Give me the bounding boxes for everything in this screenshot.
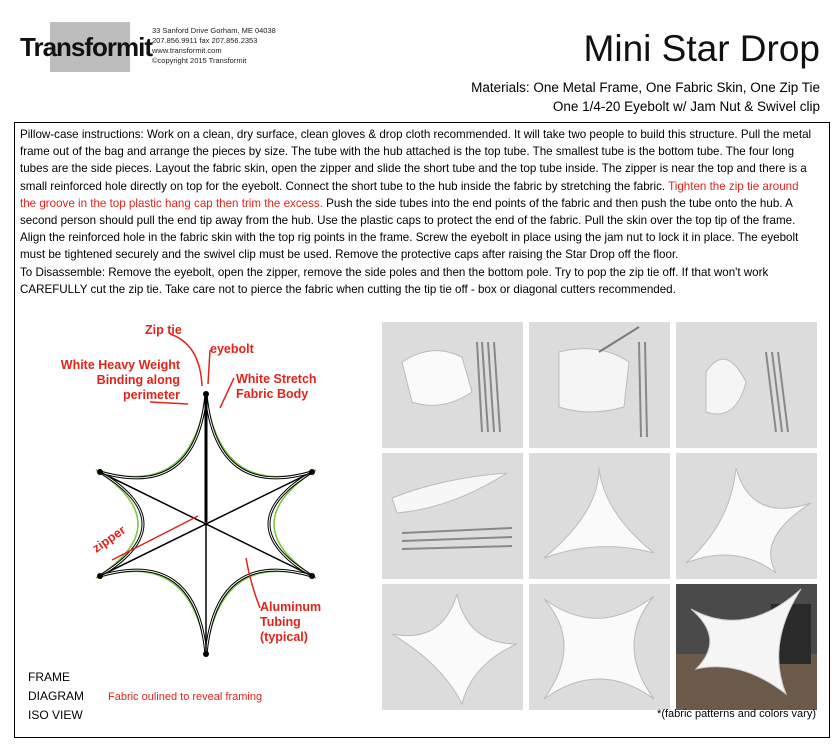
assembly-photo-grid [382,322,822,712]
copyright-line: ©copyright 2015 Transformit [152,56,247,65]
instructions-part-2: Push the side tubes into the end points of the fabric and then push the tube onto the hub. A second person should pull the end tip away from the hub. Use the plastic caps to protect the end of the fabric. Pull the skin over the top tip of the frame. Align the reinforced hole in the fabric skin with the top rig points in the frame. Screw the eyebolt in place using the jam nut to lock it in place. The eyebolt must be tightened securely and the swivel clip must be used. Remove the protective caps after raising the Star Drop off the floor. [20,196,799,262]
photo-star-on-floor [529,584,670,710]
zipper-arrow [112,516,198,560]
fabric-footnote: *(fabric patterns and colors vary) [657,708,816,720]
frame-label-line-2: DIAGRAM [28,689,85,703]
instructions-part-1: Pillow-case instructions: Work on a clean, dry surface, clean gloves & drop cloth recommended. It will take two people to build this structure. Pull the metal frame out of the bag and arrange the pieces by size. The tube with the hub attached is the top tube. The smallest tube is the bottom tube. The four long tubes are the side pieces. Layout the fabric skin, open the zipper and slide the short tube and the top tube inside. The zipper is near the top and there is a small reinforced hole directly on top for the eyebolt. Connect the short tube to the hub inside the fabric by stretching the fabric. [20,128,812,193]
disassemble-instructions: To Disassemble: Remove the eyebolt, open the zipper, remove the side poles and then the bottom pole. Try to pop the zip tie off. If that won't work CAREFULLY cut the zip tie. Take care not to pierce the fabric when cutting the tip tie off - box or diagonal cutters recommended. [20,265,769,296]
stretch-fabric-label: White Stretch Fabric Body [236,372,317,401]
zipper-label: zipper [90,522,129,556]
photo-fabric-laid-out [529,322,670,448]
photo-fabric-crumpled [676,322,817,448]
photo-partial-assembly [529,453,670,579]
photo-fabric-bag-and-poles [382,322,523,448]
aluminum-arrow [246,558,260,608]
photo-star-hung-in-warehouse [676,584,817,710]
photo-four-point-assembly [382,584,523,710]
zip-tie-label: Zip tie [145,323,182,337]
frame-diagram-label [28,668,84,725]
phone-line: 207.856.9911 fax 207.856.2353 [152,36,258,45]
fabric-outline-note: Fabric oulined to reveal framing [108,691,263,703]
address-line: 33 Sanford Drive Gorham, ME 04038 [152,26,276,35]
materials-line-2: One 1/4-20 Eyebolt w/ Jam Nut & Swivel clip [552,99,820,114]
website-line: www.transformit.com [152,46,222,55]
photo-stretched-three-points [676,453,817,579]
stretch-arrow [220,378,234,408]
instructions-text [20,126,815,298]
frame-label-line-3: ISO VIEW [28,708,83,722]
contact-info [152,26,276,66]
frame-label-line-1: FRAME [28,670,70,684]
materials-line-1: Materials: One Metal Frame, One Fabric Skin, One Zip Tie [471,80,820,95]
company-logo [20,22,153,80]
binding-label: White Heavy Weight Binding along perimeter [60,358,180,402]
photo-tube-inside-fabric [382,453,523,579]
materials-list [471,78,820,116]
instructions-zip-tie-note: Tighten the zip tie around the groove in the top plastic hang cap then trim the excess. [20,179,799,210]
eyebolt-label: eyebolt [210,342,254,356]
logo-text: Transformit [20,32,153,62]
aluminum-tubing-label: Aluminum Tubing (typical) [260,600,322,644]
page-title: Mini Star Drop [583,28,820,69]
frame-diagram [20,322,378,732]
